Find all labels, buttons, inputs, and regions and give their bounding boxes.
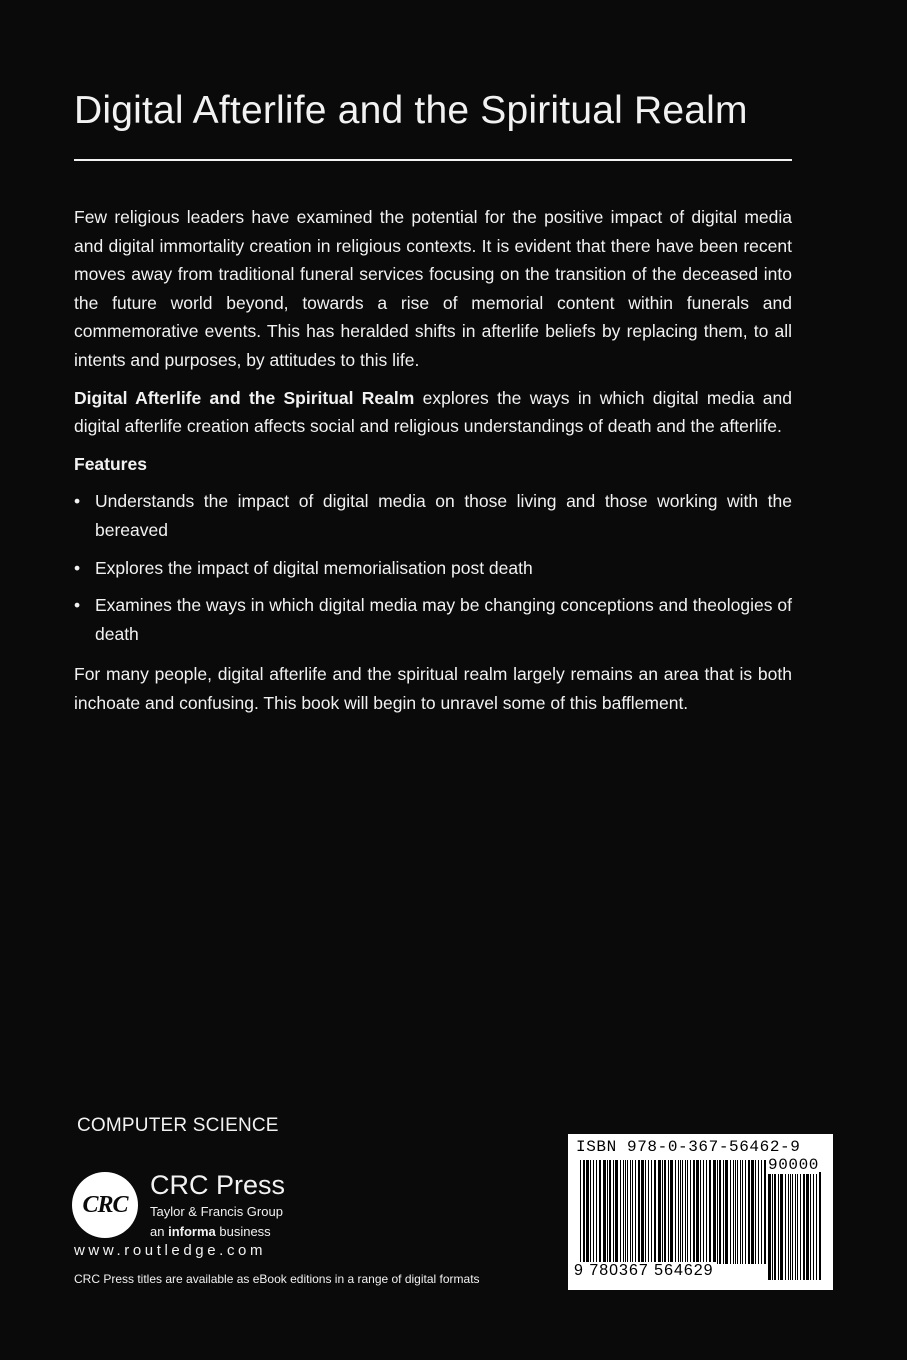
barcode-bar — [668, 1160, 669, 1264]
barcode-bar — [723, 1160, 724, 1264]
barcode-bar — [730, 1160, 731, 1264]
barcode-bar — [632, 1160, 633, 1264]
barcode-bar — [772, 1172, 773, 1280]
barcode-bar — [764, 1160, 766, 1264]
barcode-bar — [615, 1160, 618, 1264]
subject-category: COMPUTER SCIENCE — [77, 1115, 279, 1136]
barcode-bar — [788, 1172, 789, 1280]
barcode-bar — [803, 1172, 805, 1280]
barcode-bar — [675, 1160, 676, 1264]
barcode-bar — [693, 1160, 695, 1264]
blurb-paragraph-1: Few religious leaders have examined the potential for the positive impact of digital media and digital immortality creation in religious contexts. It is evident that there have been recent moves away from traditional funeral services focusing on the transition of the deceased into the future world beyond, towards a rise of memorial content within funerals and commemorative events. This has heralded shifts in afterlife beliefs by replacing them, to all intents and purposes, by attitudes to this life. — [74, 207, 792, 370]
barcode-bar — [774, 1172, 776, 1280]
barcode-bar — [696, 1160, 699, 1264]
feature-text: Understands the impact of digital media on those living and those working with the bereaved — [95, 491, 792, 540]
feature-text: Explores the impact of digital memorialisation post death — [95, 557, 533, 578]
barcode-bar — [745, 1160, 746, 1264]
barcode-bar — [593, 1160, 594, 1264]
barcode-bar — [790, 1172, 791, 1280]
closing-paragraph: For many people, digital afterlife and the spiritual realm largely remains an area that is both inchoate and confusing. This book will begin to unravel some of this bafflement. — [74, 664, 792, 713]
title-divider — [74, 159, 792, 161]
barcode-bar — [662, 1160, 663, 1264]
barcode-bar — [768, 1172, 771, 1280]
publisher-website: www.routledge.com — [74, 1242, 267, 1259]
barcode-bar — [785, 1172, 786, 1280]
barcode-bar — [596, 1160, 597, 1264]
barcode-bar — [670, 1160, 673, 1264]
publisher-business — [150, 1223, 271, 1240]
price-addon-digits: 90000 — [768, 1156, 820, 1174]
barcode-bar — [630, 1160, 631, 1264]
business-brand: informa — [168, 1224, 216, 1239]
isbn-barcode — [568, 1134, 833, 1290]
barcode-bar — [580, 1160, 581, 1264]
barcode-bar — [607, 1160, 608, 1264]
barcode-bar — [819, 1172, 821, 1280]
barcode-bar — [792, 1172, 793, 1280]
blurb-title-ref: Digital Afterlife and the Spiritual Realm — [74, 387, 415, 408]
barcode-bar — [810, 1172, 811, 1280]
business-suffix: business — [215, 1224, 271, 1239]
barcode-bar — [583, 1160, 585, 1264]
barcode-bar — [713, 1160, 716, 1264]
barcode-bar — [625, 1160, 626, 1264]
barcode-bar — [620, 1160, 621, 1264]
business-prefix: an — [150, 1224, 169, 1239]
barcode-bar — [703, 1160, 704, 1264]
barcode-bar — [740, 1160, 741, 1264]
barcode-bar — [719, 1160, 721, 1264]
barcode-bar — [635, 1160, 636, 1264]
barcode-bar — [623, 1160, 624, 1264]
bullet-icon: • — [74, 595, 81, 616]
publisher-logo — [72, 1172, 312, 1242]
barcode-bar — [586, 1160, 589, 1264]
barcode-bar — [761, 1160, 762, 1264]
barcode-bar — [797, 1172, 798, 1280]
barcode-bar — [733, 1160, 734, 1264]
ebook-note: CRC Press titles are available as eBook editions in a range of digital formats — [74, 1272, 480, 1286]
barcode-bar — [725, 1160, 728, 1264]
barcode-bar — [651, 1160, 652, 1264]
barcode-bar — [609, 1160, 611, 1264]
barcode-bar — [678, 1160, 679, 1264]
crc-logo-icon: CRC — [72, 1172, 138, 1238]
barcode-bar — [717, 1160, 718, 1264]
barcode-bar — [813, 1172, 814, 1280]
blurb — [74, 203, 792, 727]
barcode-bar — [613, 1160, 614, 1264]
barcode-bar — [648, 1160, 649, 1264]
publisher-name: CRC Press — [150, 1170, 286, 1200]
barcode-bar — [737, 1160, 738, 1264]
barcode-bar — [735, 1160, 736, 1264]
features-heading: Features — [74, 453, 147, 474]
blurb-paragraph-2 — [74, 384, 792, 441]
barcode-bar — [638, 1160, 640, 1264]
barcode-bar — [709, 1160, 711, 1264]
barcode-bar — [627, 1160, 628, 1264]
isbn-text: ISBN 978-0-367-56462-9 — [576, 1138, 801, 1156]
barcode-bar — [742, 1160, 743, 1264]
barcode-bar — [751, 1160, 754, 1264]
barcode-bar — [687, 1160, 688, 1264]
barcode-bar — [755, 1160, 756, 1264]
barcode-bar — [685, 1160, 686, 1264]
barcode-bar — [682, 1160, 683, 1264]
barcode-bar — [800, 1172, 801, 1280]
barcode-bar — [806, 1172, 809, 1280]
barcode-bar — [654, 1160, 656, 1264]
barcode-bar — [748, 1160, 750, 1264]
barcode-bar — [641, 1160, 644, 1264]
barcode-bar — [658, 1160, 661, 1264]
barcode-bar — [778, 1172, 779, 1280]
feature-item — [74, 591, 792, 648]
barcode-bar — [680, 1160, 681, 1264]
book-title: Digital Afterlife and the Spiritual Realm — [74, 89, 748, 132]
barcode-bar — [603, 1160, 606, 1264]
barcode-bar — [816, 1172, 817, 1280]
features-list — [74, 487, 792, 648]
barcode-bar — [700, 1160, 701, 1264]
feature-item — [74, 554, 792, 583]
bullet-icon: • — [74, 557, 81, 578]
barcode-bar — [780, 1172, 783, 1280]
blurb-paragraph-2-text: explores the ways in which digital media and digital afterlife creation affects social and religious understandings of death and the afterlife. — [74, 387, 792, 437]
barcode-bar — [690, 1160, 691, 1264]
barcode-bar — [645, 1160, 646, 1264]
bullet-icon: • — [74, 491, 81, 512]
barcode-bar — [664, 1160, 666, 1264]
barcode-bar — [758, 1160, 759, 1264]
feature-text: Examines the ways in which digital media may be changing conceptions and theologies of death — [95, 595, 792, 644]
ean-digits: 9 780367 564629 — [574, 1262, 714, 1279]
barcode-bar — [706, 1160, 707, 1264]
feature-item — [74, 487, 792, 544]
barcode-bar — [599, 1160, 601, 1264]
barcode-bar — [795, 1172, 796, 1280]
publisher-group: Taylor & Francis Group — [150, 1204, 283, 1219]
barcode-bar — [590, 1160, 591, 1264]
